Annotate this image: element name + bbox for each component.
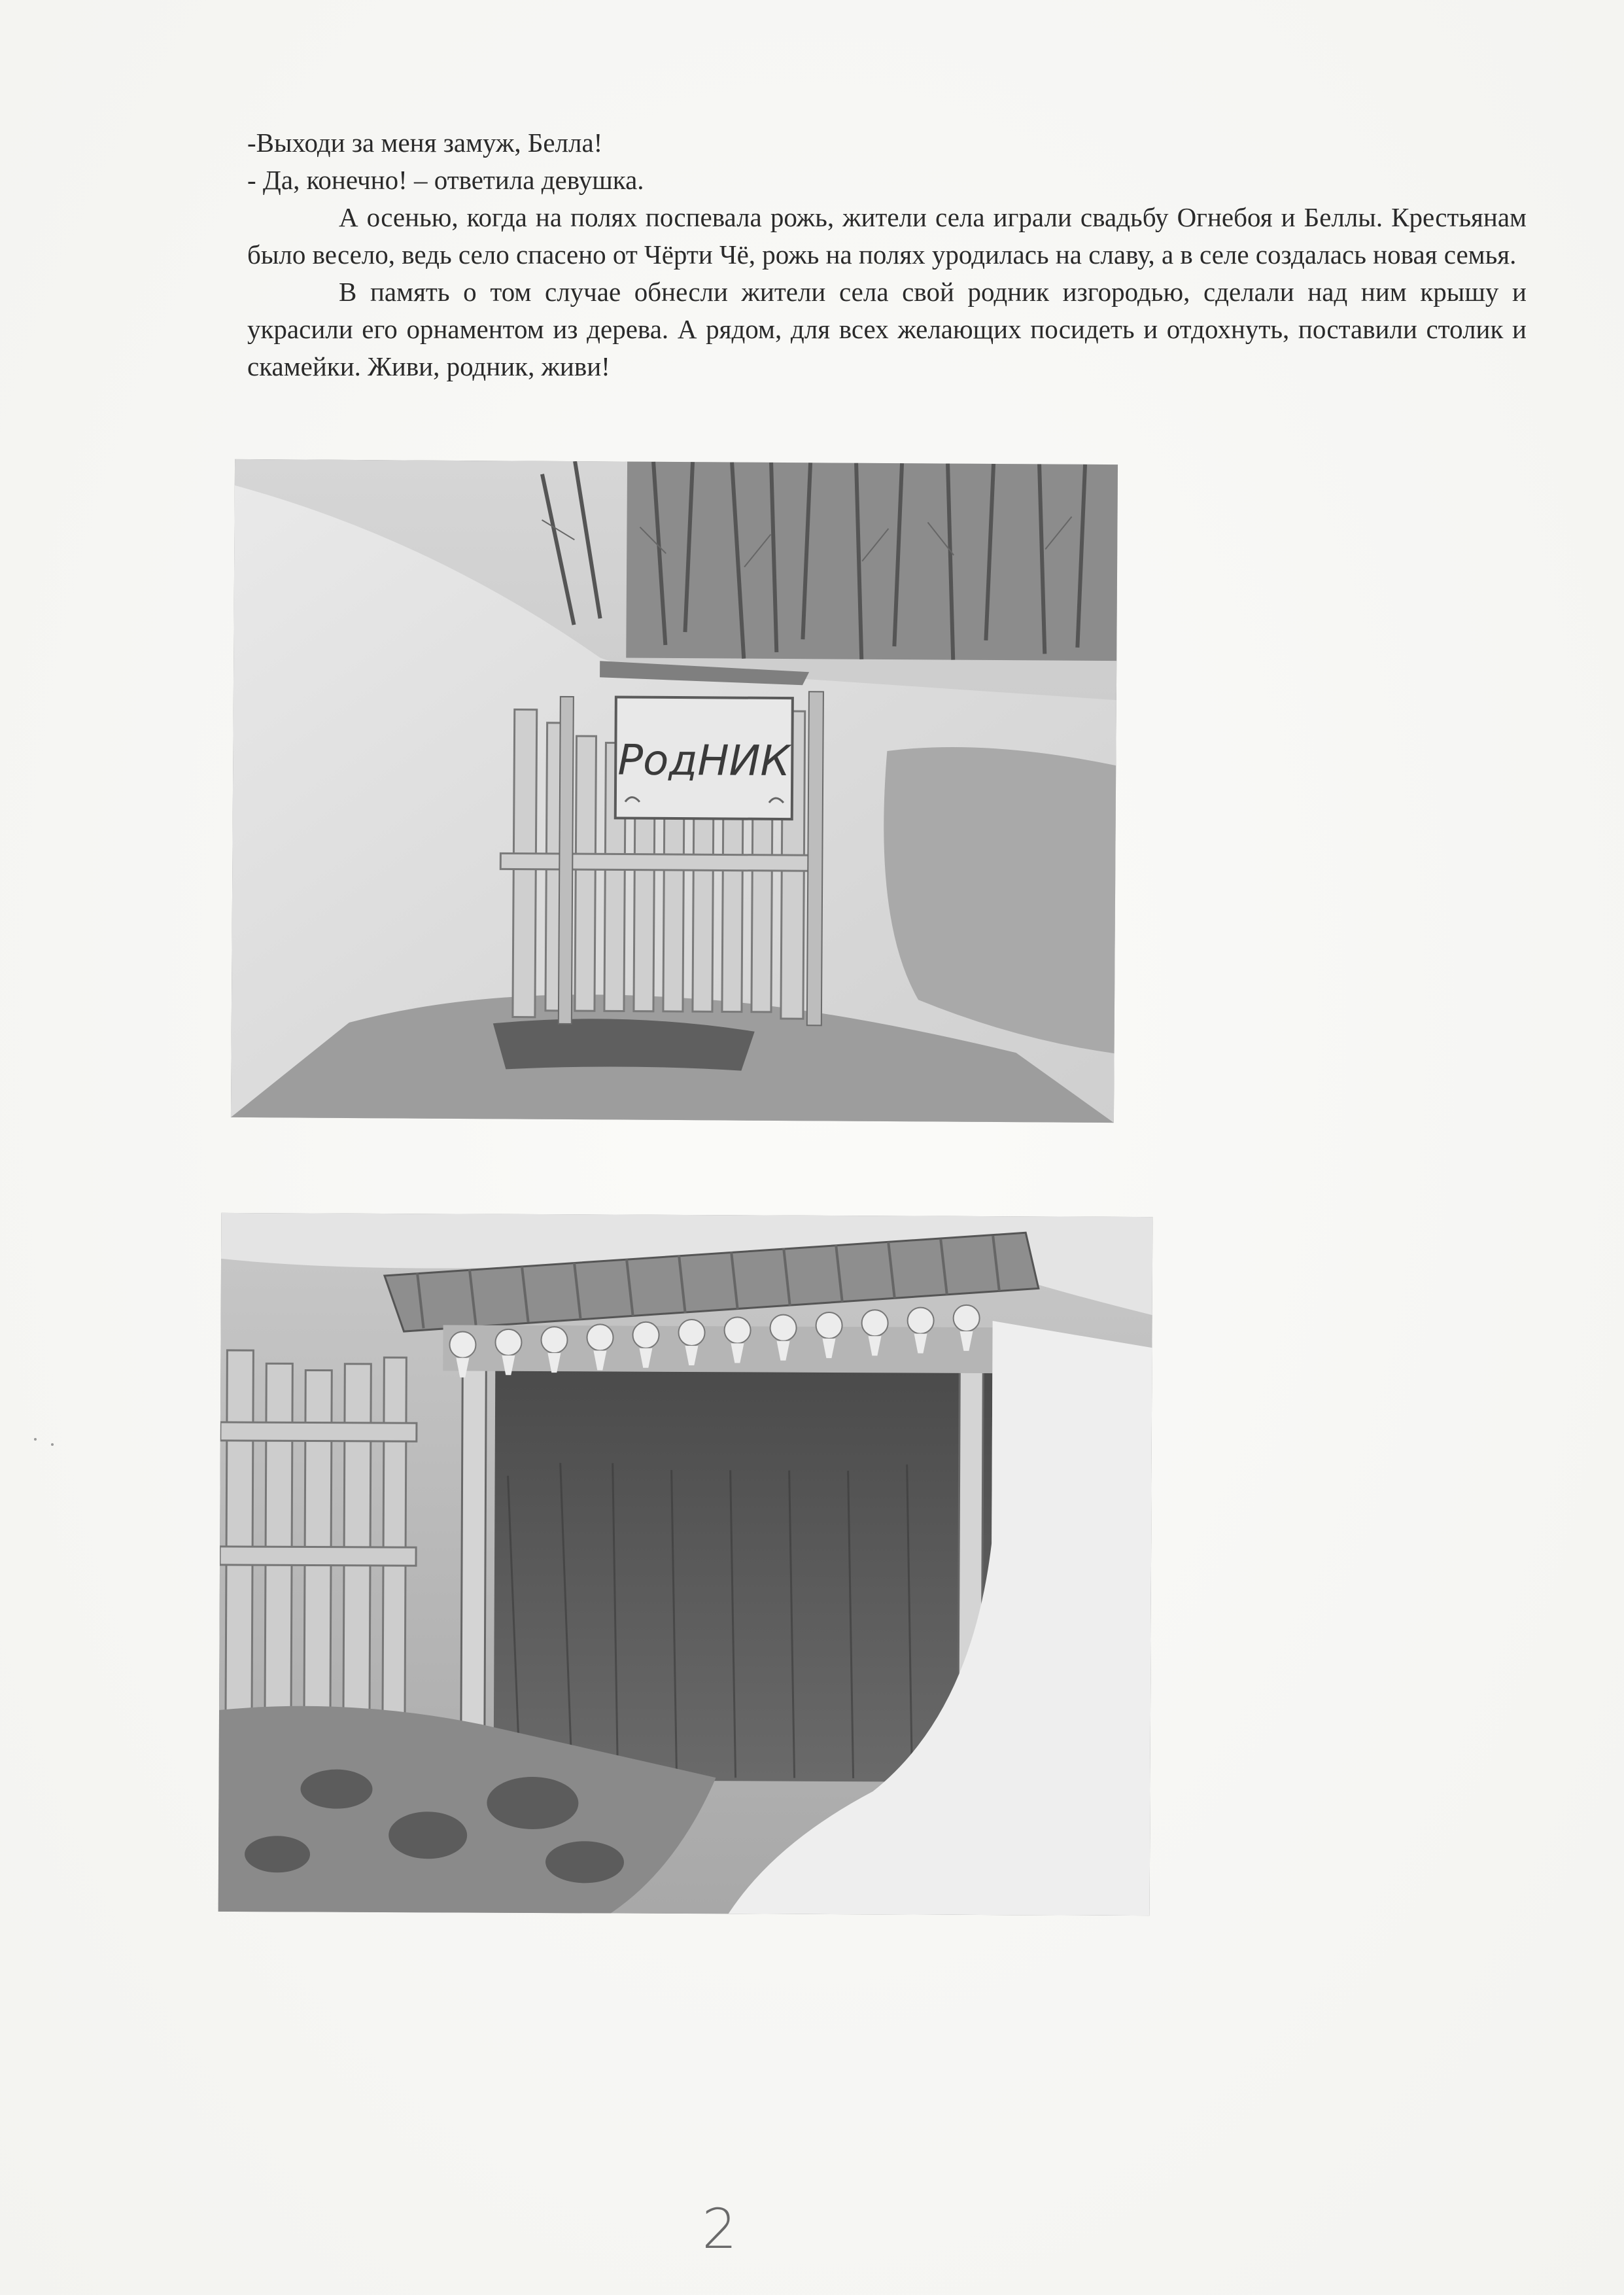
sign-text: РодНИК (617, 736, 791, 786)
scan-speck (34, 1438, 37, 1441)
photo-spring-canopy (218, 1213, 1153, 1916)
scan-speck (51, 1443, 54, 1446)
photo-spring-fence-image (231, 459, 1118, 1123)
story-text (247, 124, 1527, 385)
photo-spring-canopy-image (218, 1213, 1153, 1916)
page-number: 2 (702, 2197, 737, 2261)
paragraph-wedding: А осенью, когда на полях поспевала рожь, жители села играли свадьбу Огнебоя и Беллы. Крестьянам было весело, ведь село спасено от Чёрти Чё, рожь на полях уродилась на славу, а в селе создалась новая семья. (247, 202, 1527, 270)
photo-spring-fence (231, 459, 1118, 1123)
dialogue-line-2: - Да, конечно! – ответила девушка. (247, 165, 644, 195)
dialogue-line-1: -Выходи за меня замуж, Белла! (247, 128, 603, 158)
paragraph-spring: В память о том случае обнесли жители села свой родник изгородью, сделали над ним крышу и украсили его орнаментом из дерева. А рядом, для всех желающих посидеть и отдохнуть, поставили столик и скамейки. Живи, родник, живи! (247, 277, 1527, 381)
